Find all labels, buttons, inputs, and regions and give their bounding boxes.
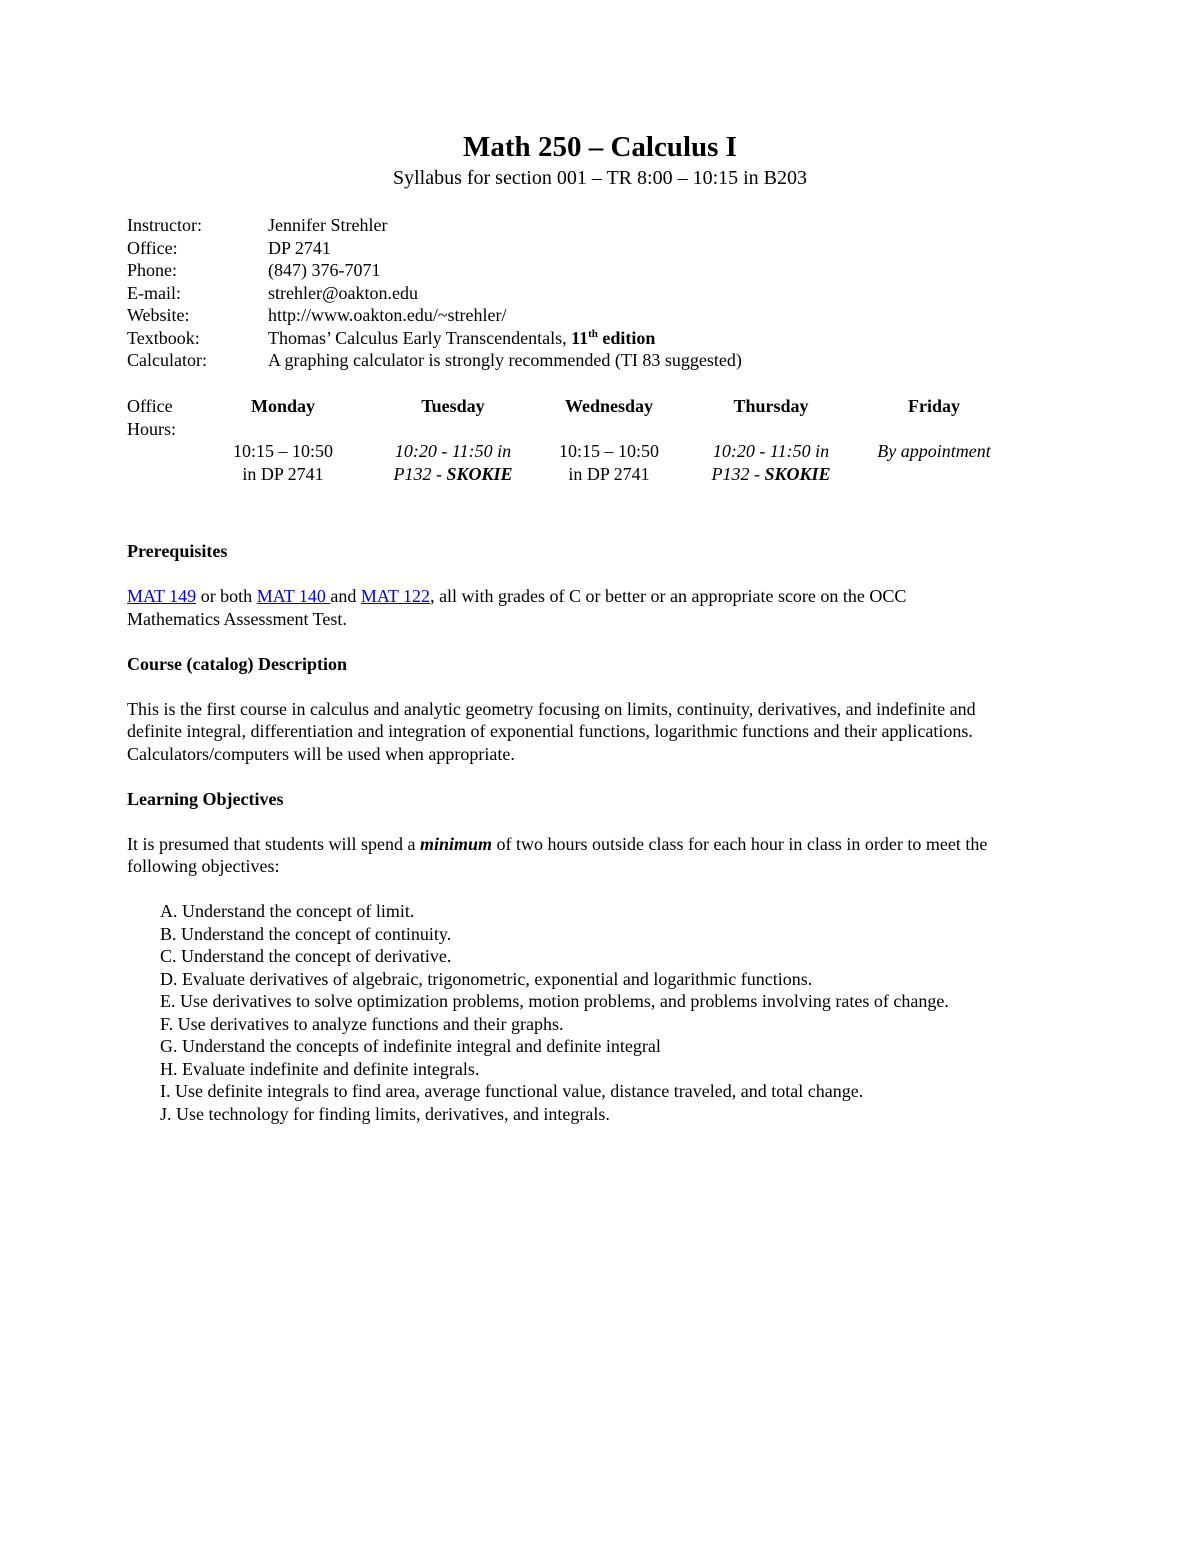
- textbook-title: Thomas’ Calculus Early Transcendentals,: [268, 327, 572, 348]
- textbook-edition: [571, 328, 655, 348]
- prerequisites-text-1: or both: [196, 586, 257, 606]
- thursday-time: 10:20 - 11:50 in: [712, 441, 830, 461]
- textbook-edition-word: edition: [597, 327, 656, 348]
- info-row-office: [127, 237, 742, 260]
- objectives-intro-after: of two hours outside class for each hour in class in order to meet the: [492, 833, 988, 854]
- course-info-table: [127, 214, 742, 372]
- mat-140-link[interactable]: MAT 140: [256, 586, 331, 606]
- office-hours-label-line2: Hours:: [127, 418, 176, 439]
- day-heading-friday: Friday: [908, 396, 960, 416]
- mat-122-link[interactable]: MAT 122: [360, 586, 431, 606]
- office-hours-table: [127, 395, 1027, 490]
- info-row-textbook: [127, 327, 742, 350]
- textbook-value: [268, 327, 655, 350]
- friday-time: By appointment: [877, 441, 991, 461]
- instructor-label: Instructor:: [127, 215, 202, 235]
- office-hours-thursday: [686, 395, 856, 485]
- tuesday-campus: SKOKIE: [446, 463, 513, 484]
- list-item: A. Understand the concept of limit.: [160, 901, 415, 921]
- objectives-intro: [127, 833, 1077, 878]
- office-value: DP 2741: [268, 237, 331, 258]
- prerequisites-heading: Prerequisites: [127, 541, 228, 561]
- tuesday-location: [368, 463, 538, 486]
- wednesday-location: in DP 2741: [568, 463, 650, 484]
- monday-time: 10:15 – 10:50: [232, 441, 333, 461]
- list-item: J. Use technology for finding limits, derivatives, and integrals.: [160, 1103, 610, 1124]
- info-row-phone: [127, 259, 742, 282]
- office-label: Office:: [127, 237, 178, 258]
- tuesday-room: P132 -: [393, 463, 447, 484]
- email-value: strehler@oakton.edu: [268, 282, 419, 303]
- objectives-intro-before: It is presumed that students will spend a: [127, 833, 420, 854]
- phone-value: (847) 376-7071: [268, 260, 381, 280]
- website-value: http://www.oakton.edu/~strehler/: [268, 305, 507, 325]
- day-heading-monday: Monday: [250, 396, 315, 416]
- syllabus-body: [127, 540, 1077, 1125]
- objectives-intro-emphasis: minimum: [419, 833, 492, 854]
- list-item: H. Evaluate indefinite and definite integrals.: [160, 1058, 480, 1079]
- tuesday-time: 10:20 - 11:50 in: [394, 441, 512, 461]
- office-hours-label-line1: Office: [127, 396, 173, 416]
- calculator-label: Calculator:: [127, 350, 207, 370]
- description-heading: Course (catalog) Description: [127, 653, 347, 674]
- list-item: G. Understand the concepts of indefinite integral and definite integral: [160, 1036, 661, 1056]
- office-hours-tuesday: [368, 395, 538, 485]
- info-row-email: [127, 282, 742, 305]
- monday-location: in DP 2741: [242, 463, 324, 484]
- phone-label: Phone:: [127, 260, 178, 280]
- list-item: D. Evaluate derivatives of algebraic, trigonometric, exponential and logarithmic functions.: [160, 968, 813, 989]
- description-line-3: Calculators/computers will be used when appropriate.: [127, 743, 515, 764]
- website-label: Website:: [127, 305, 190, 325]
- list-item: I. Use definite integrals to find area, average functional value, distance traveled, and total change.: [160, 1081, 864, 1101]
- office-hours-monday: [198, 395, 368, 485]
- objectives-list: [127, 900, 1077, 1125]
- textbook-label: Textbook:: [127, 327, 200, 348]
- page-title: Math 250 – Calculus I: [463, 131, 737, 163]
- info-row-calculator: [127, 349, 742, 372]
- wednesday-time: 10:15 – 10:50: [558, 441, 659, 461]
- list-item: C. Understand the concept of derivative.: [160, 946, 452, 966]
- objectives-intro-line-2: following objectives:: [127, 856, 280, 876]
- prerequisites-text-3: , all with grades of C or better or an appropriate score on the OCC: [430, 586, 907, 606]
- textbook-edition-number: 11: [571, 327, 589, 348]
- office-hours-label: [127, 395, 187, 440]
- description-line-2: definite integral, differentiation and integration of exponential functions, logarithmic functions and their applications.: [127, 721, 973, 741]
- description-text: [127, 698, 1077, 766]
- office-hours-wednesday: [524, 395, 694, 485]
- page-subtitle: Syllabus for section 001 – TR 8:00 – 10:15 in B203: [392, 167, 808, 189]
- day-heading-wednesday: Wednesday: [564, 396, 654, 416]
- textbook-edition-suffix: th: [588, 327, 598, 340]
- mat-149-link[interactable]: MAT 149: [127, 586, 197, 606]
- thursday-campus: SKOKIE: [764, 463, 831, 484]
- list-item: B. Understand the concept of continuity.: [160, 923, 452, 944]
- list-item: E. Use derivatives to solve optimization problems, motion problems, and problems involving rates of change.: [160, 991, 949, 1011]
- calculator-value: A graphing calculator is strongly recommended (TI 83 suggested): [268, 350, 742, 370]
- info-row-instructor: [127, 214, 742, 237]
- day-heading-thursday: Thursday: [733, 396, 809, 416]
- email-label: E-mail:: [127, 282, 181, 303]
- office-hours-friday: [849, 395, 1019, 463]
- prerequisites-text: [127, 585, 1077, 630]
- info-row-website: [127, 304, 742, 327]
- prerequisites-text-2: and: [330, 586, 361, 606]
- thursday-location: [686, 463, 856, 486]
- description-line-1: This is the first course in calculus and analytic geometry focusing on limits, continuity, derivatives, and indefinite and: [127, 698, 976, 719]
- objectives-heading: Learning Objectives: [127, 788, 284, 809]
- thursday-room: P132 -: [711, 463, 765, 484]
- list-item: F. Use derivatives to analyze functions and their graphs.: [160, 1013, 564, 1034]
- instructor-value: Jennifer Strehler: [268, 215, 388, 235]
- prerequisites-line-2: Mathematics Assessment Test.: [127, 608, 347, 629]
- day-heading-tuesday: Tuesday: [421, 396, 485, 416]
